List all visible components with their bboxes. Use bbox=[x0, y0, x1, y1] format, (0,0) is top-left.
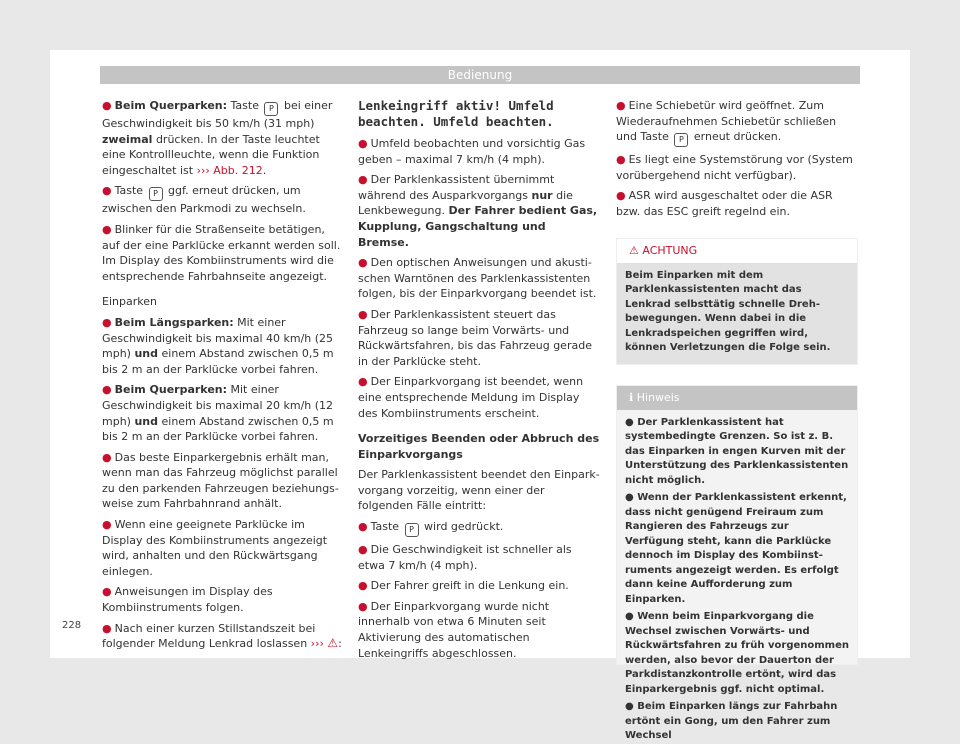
bullet-icon: ● bbox=[625, 492, 634, 504]
paragraph: ● ASR wird ausgeschaltet oder die ASR bzw. das ESC greift regelnd ein. bbox=[616, 189, 833, 218]
bullet-icon: ● bbox=[625, 611, 634, 623]
park-assist-key-icon: P bbox=[149, 187, 163, 201]
bullet-icon: ● bbox=[102, 585, 112, 599]
hint-title: ℹ Hinweis bbox=[617, 386, 857, 410]
park-assist-key-icon: P bbox=[264, 102, 278, 116]
section-header: Bedienung bbox=[100, 66, 860, 84]
park-assist-key-icon: P bbox=[405, 523, 419, 537]
bullet-icon: ● bbox=[358, 543, 368, 557]
hint-item: ● Wenn beim Einparkvorgang die Wechsel zwischen Vorwärts- und Rückwärtsfahren zu früh vorgenommen werden, also bevor der Dauerton der Parkdistanzkontrolle ertönt, wird das Einparkergebnis ggf. nicht optimal. bbox=[625, 611, 849, 695]
bullet-icon: ● bbox=[102, 621, 112, 635]
column-2 bbox=[358, 98, 600, 666]
paragraph: ● Der Parklenkassistent steuert das Fahrzeug so lange beim Vorwärts- und Rückwärtsfahren, bis das Fahrzeug gerade in der Parklücke steht. bbox=[358, 307, 592, 368]
bullet-icon: ● bbox=[358, 137, 368, 150]
paragraph: ● Beim Längsparken: Mit einer Geschwindigkeit bis maximal 40 km/h (25 mph) und einem Abstand zwischen 0,5 m bis 2 m an der Parklücke vorbei fahren. bbox=[102, 315, 334, 376]
bullet-icon: ● bbox=[102, 184, 112, 198]
bullet-icon: ● bbox=[358, 520, 368, 534]
hint-item: ● Der Parklenkassistent hat systembedingte Grenzen. So ist z. B. das Einparken in engen Kurven mit der Unterstützung des Parklenkassistenten nicht möglich. bbox=[625, 416, 849, 486]
bullet-icon: ● bbox=[102, 99, 112, 112]
bullet-icon: ● bbox=[358, 579, 368, 593]
column-3 bbox=[616, 98, 858, 742]
paragraph: Der Parklenkassistent beendet den Einparkvorgang vorzeitig, wenn einer der folgenden Fälle eintritt: bbox=[358, 468, 600, 513]
heading-einparken: Einparken bbox=[102, 295, 157, 309]
paragraph: ● Der Einparkvorgang ist beendet, wenn eine entsprechende Meldung im Display des Kombiinstruments erscheint. bbox=[358, 375, 584, 420]
paragraph: ● Eine Schiebetür wird geöffnet. Zum Wiederaufnehmen Schiebetür schließen und Taste P erneut drücken. bbox=[616, 98, 858, 147]
paragraph: ● Der Parklenkassistent übernimmt während des Ausparkvorgangs nur die Lenkbewegung. Der Fahrer bedient Gas, Kupplung, Gangschaltung und Bremse. bbox=[358, 173, 598, 249]
bullet-icon: ● bbox=[616, 189, 626, 203]
warning-link[interactable]: ››› bbox=[310, 637, 324, 651]
paragraph: ● Taste P ggf. erneut drücken, um zwischen den Parkmodi zu wechseln. bbox=[102, 184, 306, 216]
paragraph: ● Wenn eine geeignete Parklücke im Display des Kombiinstruments angezeigt wird, anhalten und den Rückwärtsgang einlegen. bbox=[102, 518, 328, 578]
figure-link[interactable]: ››› Abb. 212 bbox=[196, 163, 263, 177]
paragraph: ● Der Fahrer greift in die Lenkung ein. bbox=[358, 579, 569, 593]
manual-page bbox=[50, 50, 910, 742]
paragraph: ● Den optischen Anweisungen und akustischen Warntönen des Parklenkassistenten folgen, bis der Einparkvorgang beendet ist. bbox=[358, 256, 597, 301]
bullet-icon: ● bbox=[102, 315, 112, 329]
paragraph: ● Es liegt eine Systemstörung vor (System vorübergehend nicht verfügbar). bbox=[616, 153, 853, 182]
column-1 bbox=[102, 98, 342, 657]
bullet-icon: ● bbox=[616, 153, 626, 167]
paragraph: ● Blinker für die Straßenseite betätigen, auf der eine Parklücke erkannt werden soll. Im Display des Kombiinstruments wird die entsprechende Fahrbahnseite angezeigt. bbox=[102, 222, 341, 283]
hint-item: ● Wenn der Parklenkassistent erkennt, dass nicht genügend Freiraum zum Rangieren des Fahrzeugs zur Verfügung steht, kann die Parklücke dennoch im Display des Kombiinstruments angezeigt werden. Es erfolgt dann keine Aufforderung zum Einparken. bbox=[625, 492, 847, 605]
warning-icon: ⚠ bbox=[629, 243, 639, 257]
warning-icon: ⚠ bbox=[327, 636, 339, 651]
bullet-icon: ● bbox=[102, 222, 112, 236]
warning-text: Beim Einparken mit dem Parklenkassistenten macht das Lenkrad selbsttätig schnelle Drehbewegungen. Wenn dabei in die Lenkradspeichen gegriffen wird, können Verletzungen die Folge sein. bbox=[617, 263, 857, 364]
bullet-icon: ● bbox=[625, 701, 634, 713]
info-icon: ℹ bbox=[629, 390, 634, 404]
page-number: 228 bbox=[62, 620, 82, 631]
warning-box bbox=[616, 238, 858, 365]
paragraph: ● Der Einparkvorgang wurde nicht innerhalb von etwa 6 Minuten seit Aktivierung des automatischen Lenkeingriffs abgeschlossen. bbox=[358, 599, 550, 660]
paragraph: ● Umfeld beobachten und vorsichtig Gas geben – maximal 7 km/h (4 mph). bbox=[358, 137, 586, 166]
paragraph: ● Das beste Einparkergebnis erhält man, wenn man das Fahrzeug möglichst parallel zu den parkenden Fahrzeugen beziehungsweise zum Fahrbahnrand anhält. bbox=[102, 450, 339, 511]
hint-item: ● Beim Einparken längs zur Fahrbahn ertönt ein Gong, um den Fahrer zum Wechsel bbox=[625, 701, 838, 742]
park-assist-key-icon: P bbox=[674, 133, 688, 147]
bullet-icon: ● bbox=[358, 256, 368, 270]
paragraph: ● Taste P wird gedrückt. bbox=[358, 519, 600, 537]
bullet-icon: ● bbox=[358, 173, 368, 187]
paragraph: ● Die Geschwindigkeit ist schneller als etwa 7 km/h (4 mph). bbox=[358, 543, 572, 572]
warning-title: ⚠ ACHTUNG bbox=[629, 243, 698, 257]
bullet-icon: ● bbox=[616, 99, 626, 112]
paragraph: ● Anweisungen im Display des Kombiinstruments folgen. bbox=[102, 585, 273, 615]
bullet-icon: ● bbox=[625, 416, 634, 428]
paragraph: ● Beim Querparken: Mit einer Geschwindigkeit bis maximal 20 km/h (12 mph) und einem Abstand zwischen 0,5 m bis 2 m an der Parklücke vorbei fahren. bbox=[102, 383, 334, 444]
bullet-icon: ● bbox=[358, 375, 368, 389]
bullet-icon: ● bbox=[102, 450, 112, 464]
bullet-icon: ● bbox=[102, 518, 112, 532]
paragraph: ● Beim Querparken: Taste P bei einer Geschwindigkeit bis 50 km/h (31 mph) zweimal drücken. In der Taste leuchtet eine Kontrollleuchte, wenn die Funktion eingeschaltet ist ››› Abb. 212. bbox=[102, 99, 333, 177]
bullet-icon: ● bbox=[358, 307, 368, 321]
hint-body bbox=[617, 410, 857, 742]
display-message: Lenkeingriff aktiv! Umfeld beachten. Umfeld beachten. bbox=[358, 98, 554, 129]
bullet-icon: ● bbox=[102, 383, 112, 397]
bullet-icon: ● bbox=[358, 599, 368, 613]
subheading-abbruch: Vorzeitiges Beenden oder Abbruch des Einparkvorgangs bbox=[358, 432, 600, 461]
hint-box bbox=[616, 385, 858, 742]
paragraph: ● Nach einer kurzen Stillstandszeit bei folgender Meldung Lenkrad loslassen ››› ⚠: bbox=[102, 621, 342, 651]
